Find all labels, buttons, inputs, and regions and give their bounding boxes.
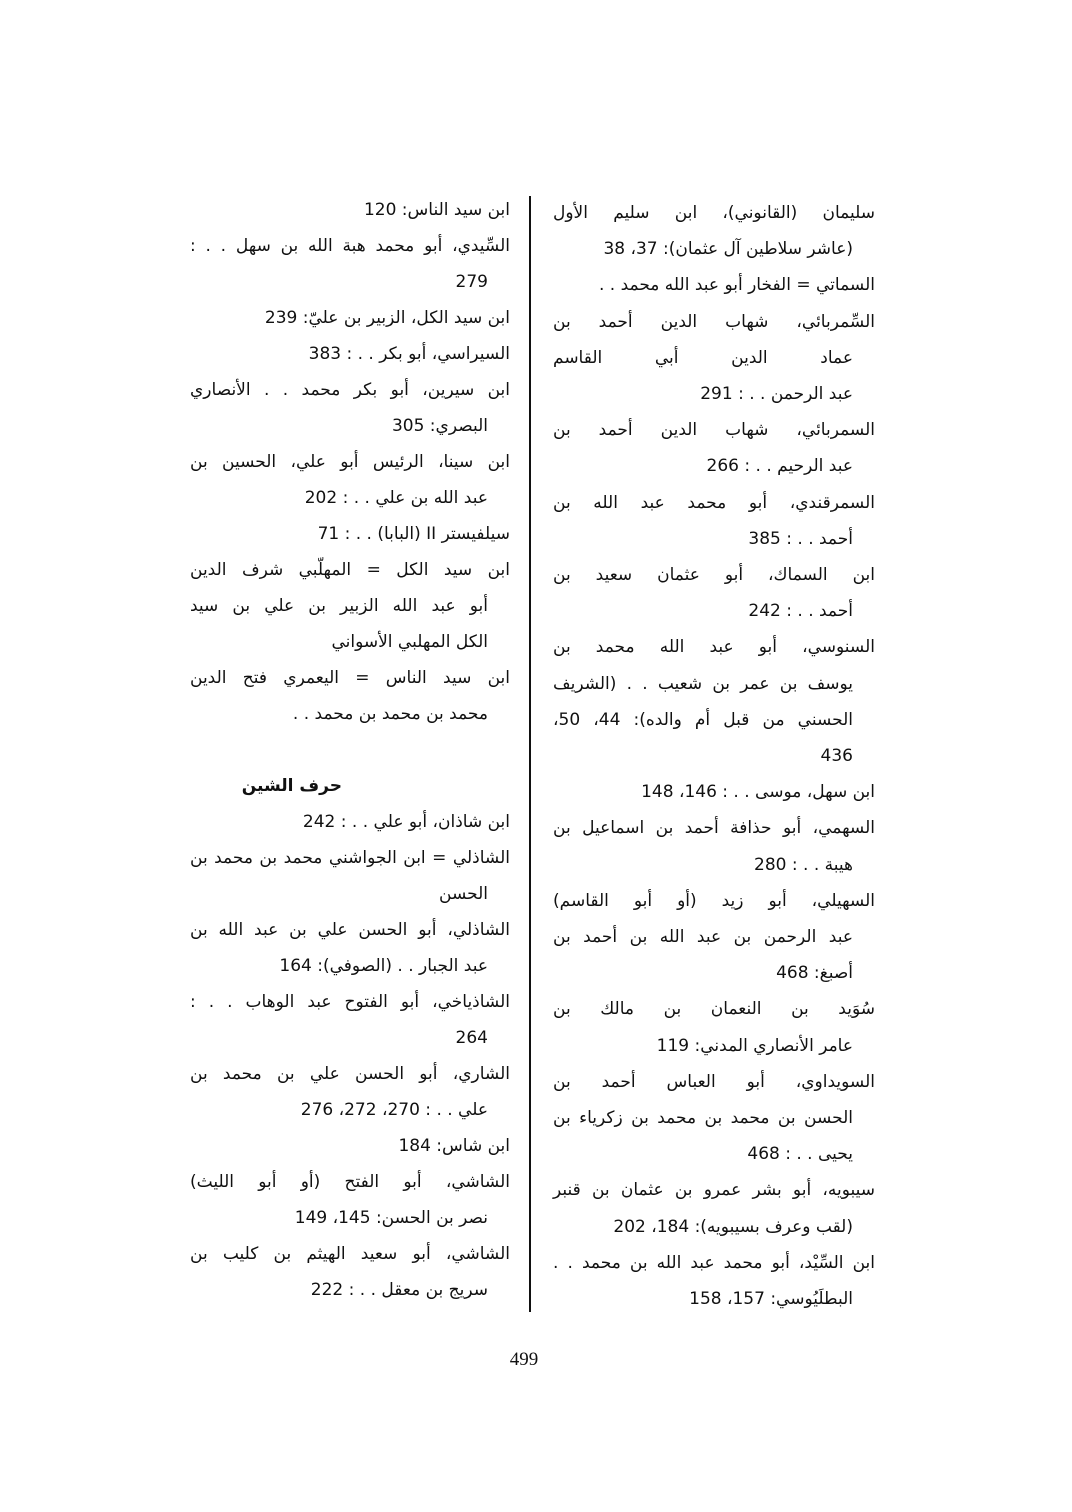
entry-first-line: السمربائي، شهاب الدين أحمد بن (553, 420, 875, 441)
index-entry (190, 300, 510, 336)
entry-continuation-line: عبد الرحيم . . : 266 (706, 456, 853, 477)
index-entry (553, 267, 875, 303)
index-entry (553, 883, 875, 992)
entry-first-line: الشاذلي، أبو الحسن علي بن عبد الله بن (190, 920, 510, 940)
entry-first-line: السماتي = الفخار أبو عبد الله محمد . . (598, 275, 875, 296)
entry-continuation-line: عبد الرحمن . . : 291 (700, 384, 853, 405)
index-entry (553, 991, 875, 1063)
index-entry (553, 557, 875, 629)
entry-first-line: السيراسي، أبو بكر . . : 383 (308, 344, 510, 364)
page-number: 499 (509, 1349, 539, 1370)
entry-first-line: ابن سيد الكل، الزبير بن عليّ: 239 (264, 308, 510, 328)
entry-first-line: ابن سيد الكل = المهلّبي شرف الدين (190, 560, 510, 580)
index-entry (190, 552, 510, 660)
index-entry (190, 1236, 510, 1308)
entry-first-line: ابن سهل، موسى . . : 146، 148 (641, 782, 875, 803)
index-entry (553, 629, 875, 774)
index-entry (553, 304, 875, 413)
index-entry (190, 336, 510, 372)
entry-first-line: ابن شاذان، أبو علي . . : 242 (302, 812, 510, 832)
index-entry (553, 1172, 875, 1244)
entry-continuation-line: 436 (820, 746, 853, 767)
entry-continuation-line: الحسن (439, 884, 488, 904)
entry-continuation-line: عماد الدين أبي القاسم (553, 347, 853, 368)
index-entry (190, 1128, 510, 1164)
entry-continuation-line: البصري: 305 (391, 416, 488, 436)
entry-first-line: السنوسي، أبو عبد الله محمد بن (553, 637, 875, 658)
index-entry (190, 840, 510, 912)
entry-first-line: السويداوي، أبو العباس أحمد بن (553, 1071, 875, 1092)
index-entry (553, 810, 875, 882)
entry-first-line: ابن شاس: 184 (398, 1136, 510, 1156)
entry-continuation-line: محمد بن محمد بن محمد . . (292, 704, 488, 724)
index-entry (553, 1245, 875, 1317)
index-entry (190, 228, 510, 300)
entry-continuation-line: عبد الله بن علي . . : 202 (304, 488, 488, 508)
entry-first-line: الشاذلي = ابن الجواشني محمد بن محمد بن (190, 848, 510, 868)
entry-first-line: ابن السِّيْد، أبو محمد عبد الله بن محمد . . (553, 1252, 875, 1273)
index-column-right (553, 195, 875, 1317)
entry-continuation-line: عبد الرحمن بن عبد الله بن أحمد بن (553, 927, 853, 948)
entry-continuation-line: نصر بن الحسن: 145، 149 (294, 1208, 488, 1228)
index-entry (190, 1164, 510, 1236)
entry-first-line: ابن سيد الناس = اليعمري فتح الدين (190, 668, 510, 688)
index-entry (190, 192, 510, 228)
entry-first-line: السِّمربائي، شهاب الدين أحمد بن (553, 311, 875, 332)
entry-continuation-line: أحمد . . : 385 (748, 528, 853, 549)
entry-first-line: الشاذياخي، أبو الفتوح عبد الوهاب . . : (190, 992, 510, 1012)
entry-first-line: السهمي، أبو حذافة أحمد بن اسماعيل بن (553, 818, 875, 839)
entry-first-line: الشاري، أبو الحسن علي بن محمد بن (190, 1064, 510, 1084)
entry-first-line: ابن سيد الناس: 120 (363, 200, 510, 220)
index-entry (553, 1064, 875, 1173)
index-entry (190, 912, 510, 984)
entry-first-line: ابن سيرين، أبو بكر محمد . . الأنصاري (190, 380, 510, 400)
entry-continuation-line: (لقب وعرف بسيبويه): 184، 202 (613, 1216, 853, 1237)
entry-continuation-line: أحمد . . : 242 (748, 601, 853, 622)
entry-continuation-line: البطلَيُوسي: 157، 158 (689, 1289, 853, 1310)
section-heading: حرف الشين (241, 776, 342, 796)
entry-first-line: الشاشي، أبو الفتح (أو أبو الليث) (190, 1172, 510, 1192)
entry-continuation-line: 264 (455, 1028, 488, 1048)
entry-first-line: السهيلي، أبو زيد (أو أبو القاسم) (553, 890, 875, 911)
entry-continuation-line: الكل المهلبي الأسواني (331, 632, 488, 652)
entry-continuation-line: هيبة . . : 280 (754, 854, 853, 875)
entry-continuation-line: (عاشر سلاطين آل عثمان): 37، 38 (603, 239, 853, 260)
entry-continuation-line: عامر الأنصاري المدني: 119 (656, 1035, 853, 1056)
entry-first-line: الشاشي، أبو سعيد الهيثم بن كليب بن (190, 1244, 510, 1264)
entry-first-line: سليمان (القانوني)، ابن سليم الأول (553, 203, 875, 223)
entry-continuation-line: أصبغ: 468 (776, 963, 853, 984)
entry-continuation-line: علي . . : 270، 272، 276 (300, 1100, 488, 1120)
index-entry (190, 1056, 510, 1128)
entry-continuation-line: عبد الجبار . . (الصوفي): 164 (279, 956, 488, 976)
entry-continuation-line: الحسن بن محمد بن محمد بن زكرياء بن (553, 1108, 853, 1129)
index-entry (190, 516, 510, 552)
index-entry (190, 372, 510, 444)
entry-continuation-line: يحيى . . : 468 (747, 1144, 853, 1165)
index-entry (553, 195, 875, 267)
index-column-left (190, 192, 510, 1308)
entry-first-line: سيلفيستر II (البابا) . . : 71 (317, 524, 510, 544)
entry-first-line: ابن سينا، الرئيس أبو علي، الحسين بن (190, 452, 510, 472)
index-entry (190, 444, 510, 516)
index-entry (553, 774, 875, 810)
entry-continuation-line: 279 (455, 272, 488, 292)
index-entry (553, 485, 875, 557)
index-entry (190, 984, 510, 1056)
entry-continuation-line: يوسف بن عمر بن شعيب . . (الشريف (553, 673, 853, 694)
entry-first-line: سُوَيد بن النعمان بن مالك بن (553, 999, 875, 1020)
column-divider (529, 196, 531, 1312)
index-entry (553, 412, 875, 484)
index-entry (190, 660, 510, 732)
entry-first-line: ابن السماك، أبو عثمان سعيد بن (553, 565, 875, 586)
entry-continuation-line: أبو عبد الله الزبير بن علي بن سيد (190, 596, 488, 616)
entry-continuation-line: الحسني من قبل أم والده): 44، 50، (553, 709, 854, 730)
entry-first-line: السِّيدي، أبو محمد هبة الله بن سهل . . : (190, 236, 510, 256)
entry-continuation-line: سريج بن معقل . . : 222 (310, 1280, 488, 1300)
index-entry (190, 804, 510, 840)
entry-first-line: سيبويه، أبو بشر عمرو بن عثمان بن قنبر (553, 1180, 875, 1201)
entry-first-line: السمرقندي، أبو محمد عبد الله بن (553, 492, 875, 513)
